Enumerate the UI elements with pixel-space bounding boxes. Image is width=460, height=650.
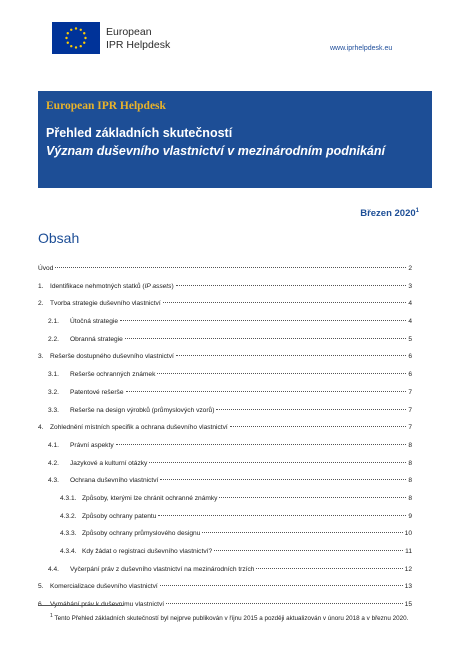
publication-date: [360, 208, 419, 219]
toc-dot-leader: [157, 373, 406, 374]
document-subtitle: Význam duševního vlastnictví v mezinárodním podnikání: [46, 144, 385, 158]
eu-star-icon: [67, 42, 69, 44]
toc-entry[interactable]: [38, 442, 412, 460]
toc-entry[interactable]: [38, 353, 412, 371]
footnote-text: Tento Přehled základních skutečností byl nejprve publikován v říjnu 2015 a později aktualizován v únoru 2018 a v březnu 2020.: [54, 615, 409, 623]
toc-entry-label: Způsoby ochrany patentu: [82, 512, 157, 520]
toc-entry-label: Způsoby, kterými lze chránit ochranné známky: [82, 494, 218, 502]
toc-entry-number: 4.3.1.: [60, 494, 77, 502]
date-text: Březen 2020: [360, 208, 416, 220]
toc-entry[interactable]: [38, 389, 412, 407]
toc-entry-page: 12: [404, 565, 412, 573]
toc-dot-leader: [176, 285, 407, 286]
toc-entry-number: 6.: [38, 601, 44, 609]
toc-entry-number: 4.4.: [48, 565, 59, 573]
eu-star-icon: [75, 46, 77, 48]
toc-entry-label-part: Identifikace nehmotných statků (: [50, 282, 145, 290]
eu-star-icon: [80, 29, 82, 31]
toc-entry-number: 4.3.4.: [60, 548, 77, 555]
footnote: [50, 612, 410, 623]
toc-entry-page: 7: [408, 424, 412, 432]
toc-entry-label: Způsoby ochrany průmyslového designu: [82, 530, 201, 538]
toc-dot-leader: [219, 497, 406, 498]
toc-entry-label: Tvorba strategie duševního vlastnictví: [50, 300, 161, 308]
toc-entry-label: Komercializace duševního vlastnictví: [50, 583, 158, 591]
toc-entry-page: 8: [408, 494, 412, 502]
toc-entry-label-part: ): [171, 282, 174, 290]
toc-entry[interactable]: [38, 583, 412, 601]
toc-entry[interactable]: [38, 530, 412, 548]
toc-entry-label: Vymáhání práv k duševnímu vlastnictví: [50, 601, 165, 609]
toc-entry-label: Obranná strategie: [70, 335, 123, 343]
toc-dot-leader: [120, 320, 406, 321]
toc-entry-page: 8: [408, 459, 412, 467]
toc-entry-page: 8: [408, 477, 412, 485]
eu-star-icon: [70, 45, 72, 47]
toc-entry[interactable]: [38, 424, 412, 442]
toc-dot-leader: [163, 302, 407, 303]
toc-entry-label: Ochrana duševního vlastnictví: [70, 477, 159, 485]
toc-dot-leader: [55, 267, 406, 268]
toc-entry[interactable]: [38, 318, 412, 336]
toc-entry-label: Vyčerpání práv z duševního vlastnictví na mezinárodních trzích: [70, 565, 255, 573]
toc-entry-number: 2.1.: [48, 318, 59, 326]
toc-entry-number: 4.2.: [48, 459, 59, 467]
toc-dot-leader: [230, 426, 407, 427]
toc-entry-number: 4.3.: [48, 477, 59, 485]
toc-entry-page: 6: [408, 371, 412, 379]
date-footnote-mark: 1: [415, 208, 419, 214]
toc-entry[interactable]: [38, 371, 412, 389]
toc-dot-leader: [125, 338, 407, 339]
toc-entry-page: 4: [408, 318, 412, 326]
toc-entry[interactable]: [38, 300, 412, 318]
toc-dot-leader: [176, 355, 406, 356]
toc-entry-page: 6: [408, 353, 412, 361]
toc-entry[interactable]: [38, 283, 412, 301]
toc-entry-number: 4.3.3.: [60, 530, 77, 538]
toc-entry-number: 3.2.: [48, 388, 59, 396]
toc-dot-leader: [149, 462, 406, 463]
toc-entry[interactable]: [38, 513, 412, 531]
toc-dot-leader: [214, 550, 403, 551]
toc-entry-label: Útočná strategie: [70, 318, 119, 326]
toc-entry[interactable]: [38, 566, 412, 584]
eu-star-icon: [84, 37, 86, 39]
footnote-divider: [38, 605, 123, 606]
toc-entry-label: Zohlednění místních specifik a ochrana duševního vlastnictví: [50, 424, 228, 432]
toc-dot-leader: [158, 515, 406, 516]
org-name: [106, 26, 170, 52]
eu-star-icon: [80, 45, 82, 47]
toc-entry-page: 11: [405, 548, 412, 555]
toc-entry-page: 3: [408, 282, 412, 290]
toc-dot-leader: [202, 532, 402, 533]
toc-dot-leader: [126, 391, 407, 392]
toc-entry-label: Patentové rešerše: [70, 388, 124, 396]
toc-heading: Obsah: [38, 230, 80, 246]
toc-dot-leader: [216, 409, 406, 410]
toc-entry-number: 3.: [38, 353, 44, 361]
toc-dot-leader: [256, 568, 402, 569]
table-of-contents: [38, 265, 412, 619]
eu-star-icon: [65, 37, 67, 39]
toc-entry[interactable]: [38, 460, 412, 478]
toc-entry-label: [50, 283, 174, 290]
title-banner: [38, 91, 432, 188]
org-name-line2: IPR Helpdesk: [106, 39, 171, 51]
toc-dot-leader: [160, 479, 406, 480]
footnote-mark: 1: [50, 613, 53, 619]
toc-entry-page: 4: [408, 300, 412, 308]
toc-entry-page: 7: [408, 388, 412, 396]
document-title: Přehled základních skutečností: [46, 126, 233, 140]
eu-star-icon: [70, 29, 72, 31]
toc-entry-page: 8: [408, 441, 412, 449]
toc-entry-label: Jazykové a kulturní otázky: [70, 459, 148, 467]
toc-entry-number: 4.1.: [48, 441, 59, 449]
toc-entry-number: 3.3.: [48, 406, 59, 414]
eu-star-icon: [83, 32, 85, 34]
toc-entry-label: Rešerše ochranných známek: [70, 371, 156, 379]
eu-star-icon: [83, 42, 85, 44]
toc-entry-page: 13: [404, 583, 412, 591]
toc-entry-label-italic: IP assets: [144, 282, 172, 290]
toc-entry-number: 4.3.2.: [60, 512, 77, 520]
toc-entry-page: 5: [408, 335, 412, 343]
toc-entry[interactable]: [38, 495, 412, 513]
toc-entry-page: 15: [404, 601, 412, 609]
toc-entry-page: 9: [408, 512, 412, 520]
toc-entry-number: 3.1.: [48, 371, 59, 379]
toc-entry-number: 2.: [38, 300, 44, 308]
toc-entry[interactable]: [38, 336, 412, 354]
eu-stars-icon: [52, 22, 100, 54]
eu-flag-logo: [52, 22, 100, 54]
toc-entry-page: 2: [408, 265, 412, 272]
toc-entry[interactable]: [38, 477, 412, 495]
banner-org: European IPR Helpdesk: [46, 100, 166, 112]
toc-dot-leader: [166, 603, 403, 604]
toc-dot-leader: [160, 585, 403, 586]
toc-entry-number: 2.2.: [48, 335, 59, 343]
toc-entry-label: Rešerše dostupného duševního vlastnictví: [50, 353, 174, 361]
toc-entry[interactable]: [38, 548, 412, 566]
toc-entry-page: 10: [404, 530, 412, 538]
website-link[interactable]: www.iprhelpdesk.eu: [330, 45, 393, 52]
toc-entry[interactable]: [38, 265, 412, 283]
toc-entry-number: 1.: [38, 282, 44, 290]
org-name-line1: European: [106, 26, 152, 38]
eu-star-icon: [75, 27, 77, 29]
toc-entry-label: Právní aspekty: [70, 441, 114, 449]
toc-entry-label: Rešerše na design výrobků (průmyslových vzorů): [70, 406, 215, 414]
toc-entry[interactable]: [38, 407, 412, 425]
toc-entry-number: 5.: [38, 583, 44, 591]
toc-entry-number: 4.: [38, 424, 44, 432]
toc-dot-leader: [116, 444, 407, 445]
toc-entry-page: 7: [408, 406, 412, 414]
toc-entry-label: Úvod: [38, 265, 54, 272]
toc-entry-label: Kdy žádat o registraci duševního vlastnictví?: [82, 548, 213, 555]
eu-star-icon: [67, 32, 69, 34]
